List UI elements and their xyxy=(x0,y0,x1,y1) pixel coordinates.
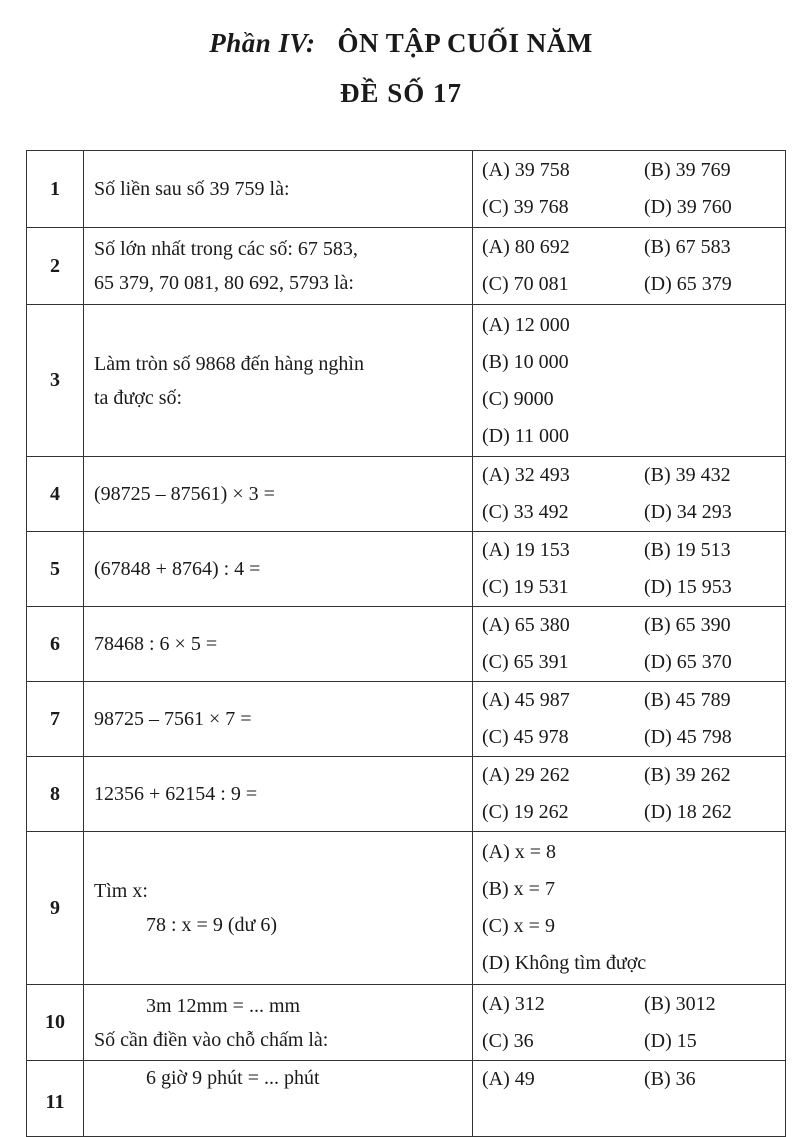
exam-title: ĐỀ SỐ 17 xyxy=(339,78,463,108)
question-stem xyxy=(84,757,473,832)
option-a[interactable]: (A) 39 758 xyxy=(482,159,570,181)
question-row xyxy=(27,985,786,1061)
option-b[interactable]: (B) 65 390 xyxy=(644,614,731,636)
option-d[interactable]: (D) 39 760 xyxy=(644,196,732,218)
answer-options xyxy=(473,682,786,757)
question-stem xyxy=(84,532,473,607)
stem-line: 78468 : 6 × 5 = xyxy=(94,633,218,655)
option-c[interactable]: (C) 19 531 xyxy=(482,576,569,598)
question-number: 7 xyxy=(27,682,84,757)
question-stem xyxy=(84,832,473,985)
answer-options xyxy=(473,985,786,1061)
question-stem xyxy=(84,985,473,1061)
option-b[interactable]: (B) 39 769 xyxy=(644,159,731,181)
answer-options xyxy=(473,151,786,228)
stem-line: 6 giờ 9 phút = ... phút xyxy=(146,1067,320,1089)
answer-options xyxy=(473,1061,786,1137)
answer-options xyxy=(473,832,786,985)
stem-line: (67848 + 8764) : 4 = xyxy=(94,558,261,580)
question-stem xyxy=(84,682,473,757)
option-a[interactable]: (A) 29 262 xyxy=(482,764,570,786)
option-c[interactable]: (C) 39 768 xyxy=(482,196,569,218)
option-d[interactable]: (D) Không tìm được xyxy=(482,952,647,974)
question-number: 1 xyxy=(27,151,84,228)
option-b[interactable]: (B) 36 xyxy=(644,1068,696,1090)
stem-line: 78 : x = 9 (dư 6) xyxy=(146,914,277,936)
answer-options xyxy=(473,532,786,607)
question-row xyxy=(27,832,786,985)
question-row xyxy=(27,305,786,457)
question-stem xyxy=(84,1061,473,1137)
question-stem xyxy=(84,151,473,228)
stem-line: 65 379, 70 081, 80 692, 5793 là: xyxy=(94,272,354,294)
question-table xyxy=(26,150,786,1137)
question-number: 2 xyxy=(27,228,84,305)
option-c[interactable]: (C) 45 978 xyxy=(482,726,569,748)
question-row xyxy=(27,682,786,757)
question-row xyxy=(27,151,786,228)
option-a[interactable]: (A) 32 493 xyxy=(482,464,570,486)
option-b[interactable]: (B) 39 432 xyxy=(644,464,731,486)
option-c[interactable]: (C) 9000 xyxy=(482,387,554,410)
part-label: Phần IV: xyxy=(209,28,316,58)
section-heading xyxy=(0,28,802,59)
option-c[interactable]: (C) 65 391 xyxy=(482,651,569,673)
stem-line: Số cần điền vào chỗ chấm là: xyxy=(94,1028,329,1051)
question-number: 5 xyxy=(27,532,84,607)
option-d[interactable]: (D) 15 953 xyxy=(644,576,732,598)
option-b[interactable]: (B) 67 583 xyxy=(644,236,731,258)
option-d[interactable]: (D) 11 000 xyxy=(482,424,570,447)
question-stem xyxy=(84,228,473,305)
question-number: 8 xyxy=(27,757,84,832)
option-d[interactable]: (D) 34 293 xyxy=(644,501,732,523)
question-number: 9 xyxy=(27,832,84,985)
question-row xyxy=(27,607,786,682)
question-number: 4 xyxy=(27,457,84,532)
question-stem xyxy=(84,305,473,457)
question-stem xyxy=(84,457,473,532)
stem-line: 12356 + 62154 : 9 = xyxy=(94,783,258,805)
option-b[interactable]: (B) 45 789 xyxy=(644,689,731,711)
option-b[interactable]: (B) 3012 xyxy=(644,992,716,1015)
answer-options xyxy=(473,305,786,457)
question-row xyxy=(27,457,786,532)
option-b[interactable]: (B) 39 262 xyxy=(644,764,731,786)
option-a[interactable]: (A) 312 xyxy=(482,992,545,1015)
stem-line: ta được số: xyxy=(94,386,183,409)
answer-options xyxy=(473,228,786,305)
question-number: 10 xyxy=(27,985,84,1061)
question-stem xyxy=(84,607,473,682)
question-row xyxy=(27,228,786,305)
stem-line: Số liền sau số 39 759 là: xyxy=(94,178,290,200)
option-d[interactable]: (D) 45 798 xyxy=(644,726,732,748)
option-c[interactable]: (C) 36 xyxy=(482,1029,534,1052)
option-a[interactable]: (A) 65 380 xyxy=(482,614,570,636)
option-c[interactable]: (C) 19 262 xyxy=(482,801,569,823)
option-d[interactable]: (D) 18 262 xyxy=(644,801,732,823)
stem-line: 98725 – 7561 × 7 = xyxy=(94,708,252,730)
option-b[interactable]: (B) 10 000 xyxy=(482,350,569,373)
question-row xyxy=(27,1061,786,1137)
option-b[interactable]: (B) x = 7 xyxy=(482,878,555,900)
stem-line: Số lớn nhất trong các số: 67 583, xyxy=(94,238,358,260)
answer-options xyxy=(473,457,786,532)
section-title: ÔN TẬP CUỐI NĂM xyxy=(337,28,593,58)
option-d[interactable]: (D) 65 370 xyxy=(644,651,732,673)
option-d[interactable]: (D) 65 379 xyxy=(644,273,732,295)
option-a[interactable]: (A) x = 8 xyxy=(482,841,557,863)
answer-options xyxy=(473,757,786,832)
option-a[interactable]: (A) 45 987 xyxy=(482,689,570,711)
answer-options xyxy=(473,607,786,682)
stem-line: Làm tròn số 9868 đến hàng nghìn xyxy=(94,352,364,375)
question-number: 6 xyxy=(27,607,84,682)
option-b[interactable]: (B) 19 513 xyxy=(644,539,731,561)
option-a[interactable]: (A) 80 692 xyxy=(482,236,570,258)
option-c[interactable]: (C) x = 9 xyxy=(482,915,555,937)
stem-line: 3m 12mm = ... mm xyxy=(146,994,301,1017)
option-a[interactable]: (A) 19 153 xyxy=(482,539,570,561)
question-row xyxy=(27,532,786,607)
option-c[interactable]: (C) 33 492 xyxy=(482,501,569,523)
question-row xyxy=(27,757,786,832)
option-d[interactable]: (D) 15 xyxy=(644,1029,697,1052)
stem-line: (98725 – 87561) × 3 = xyxy=(94,483,275,505)
option-a[interactable]: (A) 12 000 xyxy=(482,313,570,336)
stem-line: Tìm x: xyxy=(94,880,148,902)
option-a[interactable]: (A) 49 xyxy=(482,1068,535,1090)
option-c[interactable]: (C) 70 081 xyxy=(482,273,569,295)
question-number: 3 xyxy=(27,305,84,457)
question-number: 11 xyxy=(27,1061,84,1137)
